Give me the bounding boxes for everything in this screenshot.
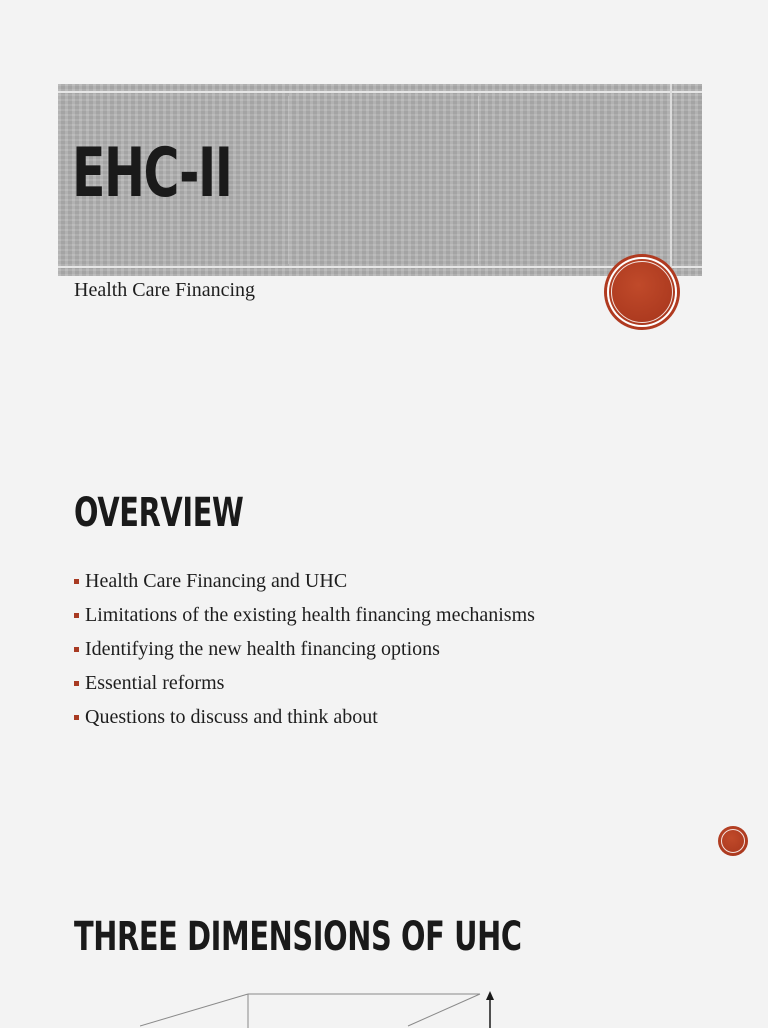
banner-right-edge bbox=[670, 84, 672, 276]
decorative-circle-icon bbox=[607, 257, 677, 327]
bullet-icon bbox=[74, 681, 79, 686]
bullet-icon bbox=[74, 613, 79, 618]
uhc-cube-diagram bbox=[140, 988, 520, 1028]
list-item-text: Essential reforms bbox=[85, 672, 225, 694]
slide-subtitle: Health Care Financing bbox=[74, 279, 256, 301]
title-slide bbox=[0, 0, 768, 380]
list-item bbox=[74, 564, 535, 598]
list-item-text: Limitations of the existing health financing mechanisms bbox=[85, 604, 535, 626]
list-item-text: Identifying the new health financing options bbox=[85, 638, 440, 660]
list-item bbox=[74, 598, 535, 632]
arrow-up-icon bbox=[486, 991, 494, 1000]
overview-heading: OVERVIEW bbox=[74, 490, 244, 536]
uhc-heading: THREE DIMENSIONS OF UHC bbox=[74, 914, 522, 960]
cube-edge bbox=[140, 994, 248, 1026]
banner-bottom-line bbox=[58, 266, 702, 268]
cube-edge bbox=[408, 994, 480, 1026]
list-item-text: Questions to discuss and think about bbox=[85, 706, 378, 728]
decorative-circle-icon bbox=[718, 826, 748, 856]
overview-bullet-list bbox=[74, 564, 535, 734]
list-item bbox=[74, 632, 535, 666]
uhc-dimensions-slide bbox=[0, 900, 768, 1024]
banner-panel-divider bbox=[288, 96, 289, 264]
banner-top-line bbox=[58, 91, 702, 93]
bullet-icon bbox=[74, 579, 79, 584]
overview-slide bbox=[0, 450, 768, 870]
bullet-icon bbox=[74, 647, 79, 652]
list-item-text: Health Care Financing and UHC bbox=[85, 570, 348, 592]
list-item bbox=[74, 700, 535, 734]
bullet-icon bbox=[74, 715, 79, 720]
list-item bbox=[74, 666, 535, 700]
banner-panel-divider bbox=[478, 96, 479, 264]
slide-title: EHC-II bbox=[72, 134, 232, 213]
